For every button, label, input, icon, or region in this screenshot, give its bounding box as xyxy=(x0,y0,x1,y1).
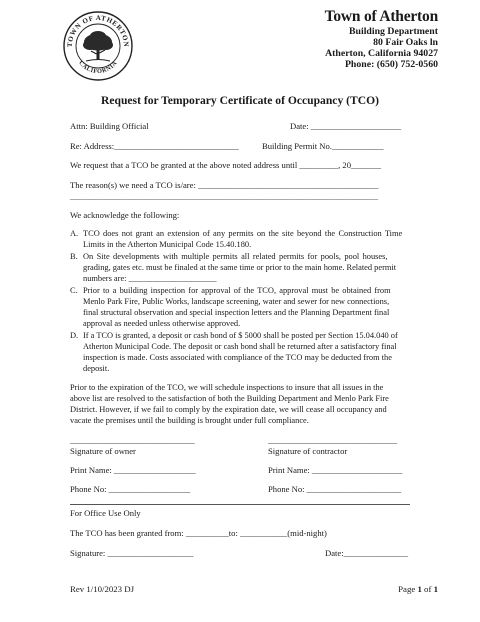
date-field[interactable]: Date: _____________________ xyxy=(290,121,401,131)
acknowledge-heading: We acknowledge the following: xyxy=(70,210,180,220)
item-b-letter: B. xyxy=(70,252,78,261)
attn-label: Attn: Building Official xyxy=(70,121,149,131)
item-d-text: Atherton Municipal Code. The deposit or cash bond shall be returned after a satisfactory final xyxy=(83,342,397,351)
reasons-field-line2[interactable]: _______________________________________________________________________________ xyxy=(70,192,378,201)
contractor-signature-label: Signature of contractor xyxy=(268,446,348,456)
office-use-heading: For Office Use Only xyxy=(70,508,141,518)
owner-signature-field[interactable]: _____________________________ xyxy=(70,435,195,445)
phone-number: Phone: (650) 752-0560 xyxy=(344,59,438,70)
department-name: Building Department xyxy=(349,26,438,37)
tco-granted-field[interactable]: The TCO has been granted from: __________to: ___________(mid-night) xyxy=(70,528,327,538)
closing-paragraph: above list are resolved to the satisfaction of both the Building Department and Menlo Park Fire xyxy=(70,394,389,403)
page-prefix: Page xyxy=(398,584,418,594)
item-c-text: final structural observation and special inspection letters and the Planning Department final xyxy=(83,308,390,317)
item-c-letter: C. xyxy=(70,286,78,295)
tco-until-date-field[interactable]: We request that a TCO be granted at the above noted address until _________, 20_______ xyxy=(70,160,382,170)
page-number xyxy=(398,584,438,594)
item-b-text: grading, gates etc. must be finaled at the same time or prior to the main home. Related permit xyxy=(83,263,397,272)
item-c-text: Prior to a building inspection for approval of the TCO, approval must be obtained from xyxy=(83,286,391,295)
item-d-text: deposit. xyxy=(83,364,110,373)
office-date-field[interactable]: Date:_______________ xyxy=(325,548,409,558)
revision-note: Rev 1/10/2023 DJ xyxy=(70,584,135,594)
page-of: of xyxy=(421,584,434,594)
item-c-text: Menlo Park Fire, Public Works, landscape screening, water and sewer for new connections, xyxy=(83,297,390,306)
oak-tree-icon xyxy=(83,31,113,61)
related-permits-field[interactable]: numbers are: _____________________ xyxy=(83,274,217,283)
office-signature-field[interactable]: Signature: ____________________ xyxy=(70,548,194,558)
svg-text:CALIFORNIA xyxy=(77,60,119,76)
item-a-text: Limits in the Atherton Municipal Code 15.40.180. xyxy=(83,240,252,249)
page-current: 1 xyxy=(417,584,422,594)
closing-paragraph: Prior to the expiration of the TCO, we will schedule inspections to insure that all issues in the xyxy=(70,383,384,392)
reasons-field[interactable]: The reason(s) we need a TCO is/are: __________________________________________ xyxy=(70,180,379,190)
street-address: 80 Fair Oaks ln xyxy=(373,37,438,48)
item-d-text: If a TCO is granted, a deposit or cash bond of $ 5000 shall be posted per Section 15.04.040 of xyxy=(83,331,398,340)
permit-number-field[interactable]: Building Permit No.____________ xyxy=(262,141,384,151)
contractor-print-name-field[interactable]: Print Name: _____________________ xyxy=(268,465,403,475)
owner-print-name-field[interactable]: Print Name: ___________________ xyxy=(70,465,196,475)
item-b-text: On Site developments with multiple permits all related permits for pools, pool houses, xyxy=(83,252,388,261)
form-title: Request for Temporary Certificate of Occupancy (TCO) xyxy=(101,94,379,107)
town-seal-logo xyxy=(62,10,134,82)
item-a-letter: A. xyxy=(70,229,79,238)
item-d-letter: D. xyxy=(70,331,79,340)
item-c-text: approval as needed unless otherwise approved. xyxy=(83,319,241,328)
office-divider xyxy=(70,504,410,505)
owner-phone-field[interactable]: Phone No: ___________________ xyxy=(70,484,191,494)
town-name: Town of Atherton xyxy=(324,8,438,25)
item-a-text: TCO does not grant an extension of any permits on the site beyond the Construction Time xyxy=(83,229,403,238)
contractor-signature-field[interactable]: ______________________________ xyxy=(268,435,397,445)
closing-paragraph: vacate the premises until the building is brought under full compliance. xyxy=(70,416,309,425)
seal-top-text: TOWN OF ATHERTON xyxy=(65,13,131,48)
owner-signature-label: Signature of owner xyxy=(70,446,136,456)
item-d-text: inspection is made. Costs associated with compliance of the TCO may be deducted from the xyxy=(83,353,392,362)
page-total: 1 xyxy=(433,584,438,594)
closing-paragraph: District. However, if we fail to comply by the expiration date, we will cease all occupancy and xyxy=(70,405,387,414)
seal-bottom-text: CALIFORNIA xyxy=(77,59,119,76)
contractor-phone-field[interactable]: Phone No: ______________________ xyxy=(268,484,402,494)
address-field[interactable]: Re: Address:_____________________________ xyxy=(70,141,239,151)
city-address: Atherton, California 94027 xyxy=(325,48,438,59)
